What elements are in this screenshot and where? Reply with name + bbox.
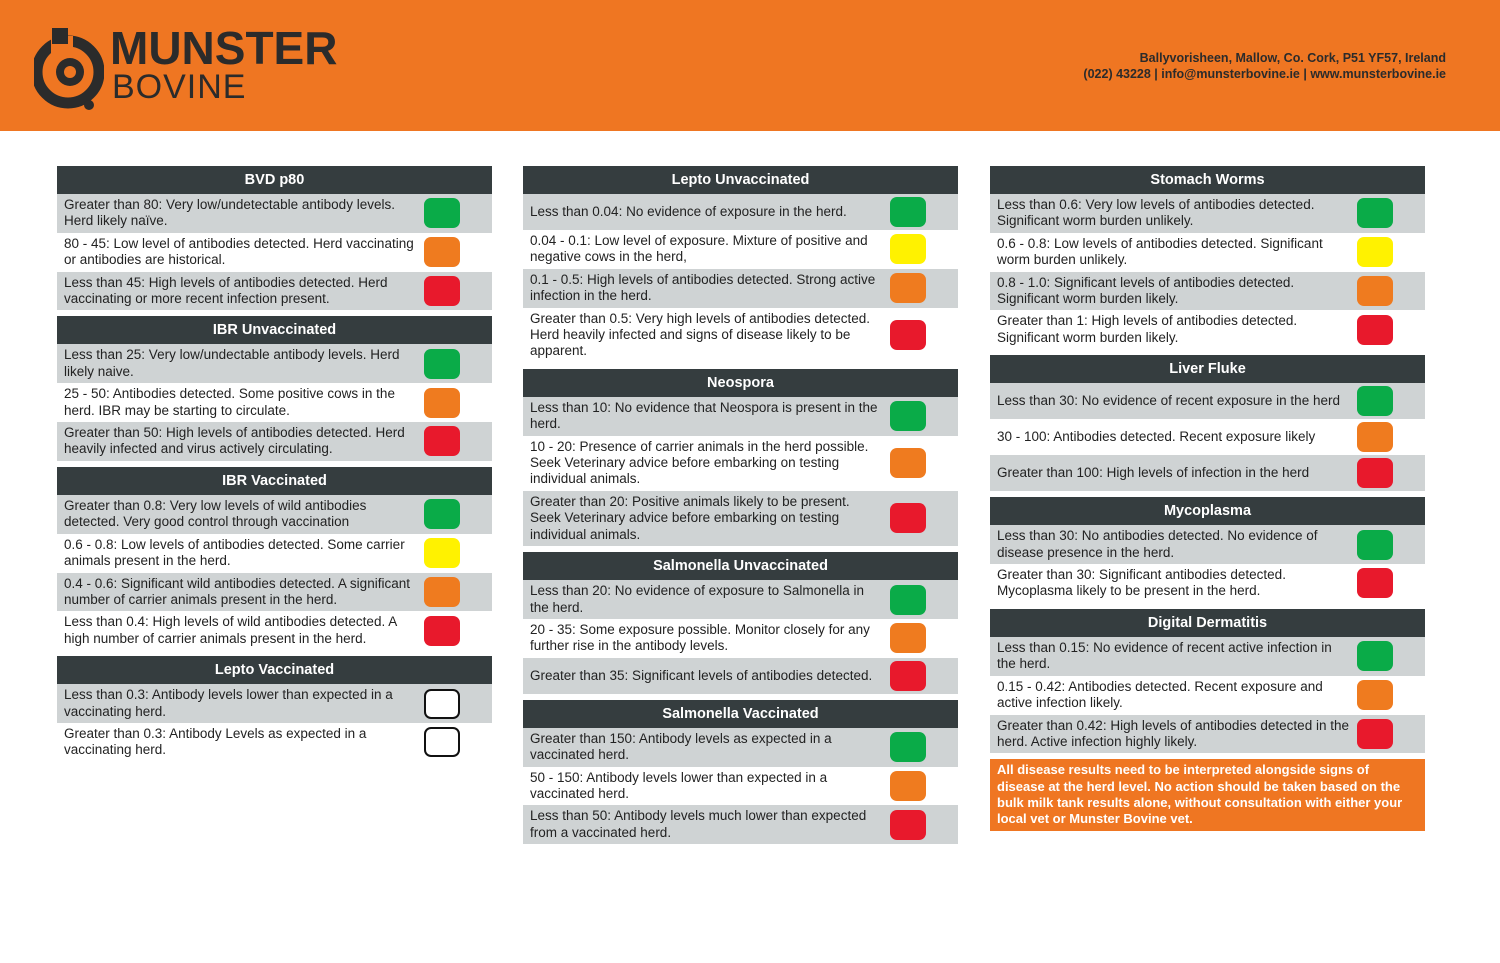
result-row xyxy=(990,383,1425,419)
result-row xyxy=(990,194,1425,233)
result-description: 30 - 100: Antibodies detected. Recent exposure likely xyxy=(997,429,1316,445)
result-description: Less than 0.4: High levels of wild antibodies detected. A high number of carrier animals present in the herd. xyxy=(64,614,397,646)
result-description: Greater than 0.3: Antibody Levels as expected in a vaccinating herd. xyxy=(64,725,367,758)
result-row xyxy=(523,436,958,491)
result-row xyxy=(990,455,1425,491)
column-1 xyxy=(57,166,492,768)
result-description: Less than 10: No evidence that Neospora is present in the herd. xyxy=(530,399,878,432)
status-light-red xyxy=(890,503,926,533)
result-row xyxy=(57,344,492,383)
result-row xyxy=(57,383,492,422)
result-description: Less than 45: High levels of antibodies detected. Herd vaccinating or more recent infection present. xyxy=(64,274,388,307)
section-title: Salmonella Vaccinated xyxy=(523,700,958,728)
result-description: 0.8 - 1.0: Significant levels of antibodies detected. Significant worm burden likely. xyxy=(997,274,1295,307)
status-light-orange xyxy=(1357,276,1393,306)
result-description: Less than 20: No evidence of exposure to Salmonella in the herd. xyxy=(530,583,864,615)
section-title: Stomach Worms xyxy=(990,166,1425,194)
result-description: Greater than 0.8: Very low levels of wild antibodies detected. Very good control through vaccination xyxy=(64,497,367,530)
result-description: 50 - 150: Antibody levels lower than expected in a vaccinated herd. xyxy=(530,769,828,801)
result-row xyxy=(57,422,492,461)
status-light-red xyxy=(424,616,460,646)
result-row xyxy=(523,397,958,436)
status-light-green xyxy=(890,197,926,227)
page-header xyxy=(0,0,1500,131)
result-description: Less than 0.04: No evidence of exposure in the herd. xyxy=(530,203,847,219)
result-row xyxy=(523,805,958,844)
section-title: Mycoplasma xyxy=(990,497,1425,525)
status-light-red xyxy=(424,426,460,456)
status-light-yellow xyxy=(424,538,460,568)
status-light-yellow xyxy=(1357,237,1393,267)
result-row xyxy=(990,525,1425,564)
status-light-orange xyxy=(890,623,926,653)
status-light-green xyxy=(1357,530,1393,560)
result-description: Greater than 30: Significant antibodies detected. Mycoplasma likely to be present in the herd. xyxy=(997,567,1286,599)
results-section xyxy=(57,656,492,762)
result-row xyxy=(990,676,1425,715)
contact-block xyxy=(1083,50,1446,82)
result-row xyxy=(57,233,492,272)
section-title: Lepto Vaccinated xyxy=(57,656,492,684)
result-row xyxy=(523,767,958,806)
result-description: Greater than 100: High levels of infection in the herd xyxy=(997,465,1310,481)
status-light-green xyxy=(424,198,460,228)
result-row xyxy=(523,308,958,363)
brand-subtitle: BOVINE xyxy=(112,68,247,106)
result-row xyxy=(57,272,492,311)
results-section xyxy=(57,166,492,310)
status-light-green xyxy=(1357,641,1393,671)
result-description: 25 - 50: Antibodies detected. Some positive cows in the herd. IBR may be starting to circulate. xyxy=(64,386,395,418)
column-2 xyxy=(523,166,958,850)
result-row xyxy=(523,269,958,308)
results-section xyxy=(523,166,958,363)
status-light-red xyxy=(1357,315,1393,345)
status-light-green xyxy=(890,732,926,762)
status-light-red xyxy=(1357,458,1393,488)
status-light-orange xyxy=(1357,680,1393,710)
result-row xyxy=(990,233,1425,272)
results-section xyxy=(523,552,958,694)
status-light-red xyxy=(1357,719,1393,749)
result-row xyxy=(523,230,958,269)
status-light-red xyxy=(424,276,460,306)
munster-bovine-logo-icon xyxy=(34,22,104,110)
section-title: Digital Dermatitis xyxy=(990,609,1425,637)
result-row xyxy=(523,580,958,619)
result-row xyxy=(990,419,1425,455)
section-title: Liver Fluke xyxy=(990,355,1425,383)
result-description: Less than 0.6: Very low levels of antibodies detected. Significant worm burden unlikely. xyxy=(997,197,1315,229)
result-description: Less than 30: No antibodies detected. No evidence of disease presence in the herd. xyxy=(997,528,1318,560)
result-description: 0.15 - 0.42: Antibodies detected. Recent exposure and active infection likely. xyxy=(997,678,1323,711)
result-row xyxy=(523,728,958,767)
result-description: 20 - 35: Some exposure possible. Monitor closely for any further rise in the antibody levels. xyxy=(530,621,870,654)
status-light-outline xyxy=(424,727,460,757)
result-description: Greater than 1: High levels of antibodies detected. Significant worm burden likely. xyxy=(997,313,1298,345)
result-description: Greater than 0.5: Very high levels of antibodies detected. Herd heavily infected and signs of disease likely to be apparent. xyxy=(530,310,870,359)
result-row xyxy=(523,658,958,694)
status-light-green xyxy=(1357,198,1393,228)
status-light-green xyxy=(1357,386,1393,416)
result-row xyxy=(57,611,492,650)
result-row xyxy=(990,715,1425,754)
result-description: Less than 0.15: No evidence of recent active infection in the herd. xyxy=(997,639,1332,672)
result-row xyxy=(990,310,1425,349)
status-light-green xyxy=(424,499,460,529)
result-description: Greater than 80: Very low/undetectable antibody levels. Herd likely naïve. xyxy=(64,197,395,229)
result-row xyxy=(57,723,492,762)
result-description: 0.1 - 0.5: High levels of antibodies detected. Strong active infection in the herd. xyxy=(530,271,876,304)
result-description: Greater than 50: High levels of antibodies detected. Herd heavily infected and virus actively circulating. xyxy=(64,425,405,457)
result-row xyxy=(990,564,1425,603)
status-light-orange xyxy=(890,273,926,303)
result-row xyxy=(57,684,492,723)
results-section xyxy=(990,497,1425,603)
status-light-orange xyxy=(424,388,460,418)
result-row xyxy=(990,272,1425,311)
advisory-note: All disease results need to be interpreted alongside signs of disease at the herd level. No action should be taken based on the bulk milk tank results alone, without consultation with either your local vet or Munster Bovine vet. xyxy=(990,759,1425,831)
result-description: Greater than 20: Positive animals likely to be present. Seek Veterinary advice before embarking on testing individual animals. xyxy=(530,493,850,542)
result-description: Greater than 35: Significant levels of antibodies detected. xyxy=(530,667,873,683)
contact-text: (022) 43228 | info@munsterbovine.ie | www.munsterbovine.ie xyxy=(1083,67,1446,81)
results-section xyxy=(523,369,958,546)
status-light-orange xyxy=(890,771,926,801)
result-description: 80 - 45: Low level of antibodies detected. Herd vaccinating or antibodies are historical. xyxy=(64,235,414,268)
result-row xyxy=(57,534,492,573)
status-light-orange xyxy=(1357,422,1393,452)
section-title: Salmonella Unvaccinated xyxy=(523,552,958,580)
result-row xyxy=(523,619,958,658)
brand-name: MUNSTER xyxy=(110,22,338,74)
status-light-red xyxy=(890,320,926,350)
result-description: Less than 50: Antibody levels much lower than expected from a vaccinated herd. xyxy=(530,808,867,840)
result-row xyxy=(57,194,492,233)
result-row xyxy=(990,637,1425,676)
column-3 xyxy=(990,166,1425,831)
status-light-orange xyxy=(424,237,460,267)
status-light-green xyxy=(890,585,926,615)
result-description: Less than 30: No evidence of recent exposure in the herd xyxy=(997,393,1340,409)
result-row xyxy=(523,194,958,230)
section-title: Neospora xyxy=(523,369,958,397)
status-light-green xyxy=(424,349,460,379)
results-section xyxy=(523,700,958,844)
status-light-orange xyxy=(424,577,460,607)
result-description: 10 - 20: Presence of carrier animals in the herd possible. Seek Veterinary advice before embarking on testing individual animals. xyxy=(530,438,869,487)
results-section xyxy=(990,609,1425,753)
status-light-red xyxy=(890,661,926,691)
status-light-green xyxy=(890,401,926,431)
status-light-red xyxy=(890,810,926,840)
result-description: 0.4 - 0.6: Significant wild antibodies detected. A significant number of carrier animals present in the herd. xyxy=(64,575,410,607)
status-light-orange xyxy=(890,448,926,478)
result-row xyxy=(57,573,492,612)
results-section xyxy=(57,316,492,460)
result-description: Greater than 0.42: High levels of antibodies detected in the herd. Active infection highly likely. xyxy=(997,717,1349,749)
result-description: 0.6 - 0.8: Low levels of antibodies detected. Some carrier animals present in the herd. xyxy=(64,536,405,569)
section-title: IBR Vaccinated xyxy=(57,467,492,495)
status-light-yellow xyxy=(890,234,926,264)
status-light-red xyxy=(1357,568,1393,598)
result-row xyxy=(57,495,492,534)
results-section xyxy=(57,467,492,650)
result-description: Less than 0.3: Antibody levels lower than expected in a vaccinating herd. xyxy=(64,687,393,719)
status-light-outline xyxy=(424,689,460,719)
result-description: Greater than 150: Antibody levels as expected in a vaccinated herd. xyxy=(530,730,832,763)
results-section xyxy=(990,355,1425,491)
results-section xyxy=(990,166,1425,349)
section-title: IBR Unvaccinated xyxy=(57,316,492,344)
result-row xyxy=(523,491,958,546)
result-description: 0.04 - 0.1: Low level of exposure. Mixture of positive and negative cows in the herd, xyxy=(530,233,868,265)
address-text: Ballyvorisheen, Mallow, Co. Cork, P51 YF57, Ireland xyxy=(1139,51,1446,65)
section-title: BVD p80 xyxy=(57,166,492,194)
result-description: Less than 25: Very low/undectable antibody levels. Herd likely naive. xyxy=(64,347,400,379)
section-title: Lepto Unvaccinated xyxy=(523,166,958,194)
result-description: 0.6 - 0.8: Low levels of antibodies detected. Significant worm burden unlikely. xyxy=(997,235,1323,268)
